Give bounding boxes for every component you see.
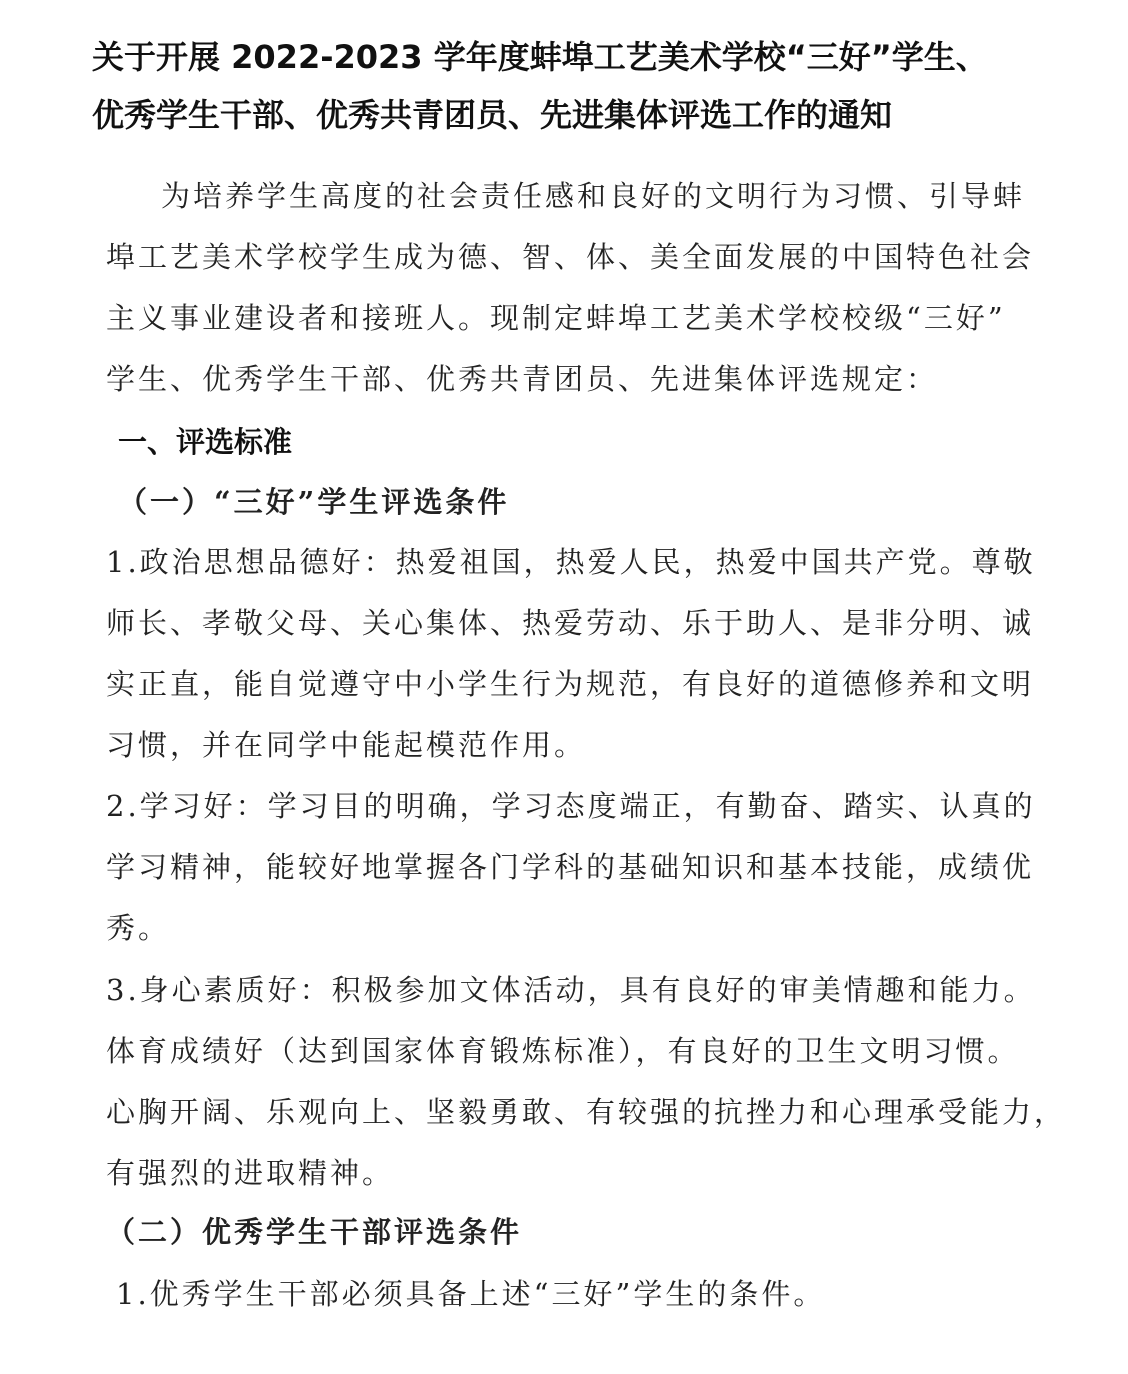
- intro-line-1: 为培养学生高度的社会责任感和良好的文明行为习惯、引导蚌: [161, 179, 1026, 213]
- item3-line-4: 有强烈的进取精神。: [106, 1156, 395, 1190]
- section-heading-evaluation-standards: 一、评选标准: [118, 425, 293, 459]
- cadre-criteria-item-1: [116, 1264, 1006, 1325]
- item2-line-2: 学习精神，能较好地掌握各门学科的基础知识和基本技能，成绩优: [106, 850, 1035, 884]
- item3-line-2: 体育成绩好（达到国家体育锻炼标准），有良好的卫生文明习惯。: [106, 1034, 1020, 1068]
- item2-line-1: 2.学习好：学习目的明确，学习态度端正，有勤奋、踏实、认真的: [106, 789, 1036, 823]
- criteria-item-2: [106, 776, 1036, 959]
- document-title: [92, 28, 1032, 144]
- item1-line-4: 习惯，并在同学中能起模范作用。: [106, 728, 587, 762]
- item1-line-1: 1.政治思想品德好：热爱祖国，热爱人民，热爱中国共产党。尊敬: [106, 545, 1036, 579]
- item2-line-3: 秀。: [106, 911, 171, 945]
- title-line-1: 关于开展 2022-2023 学年度蚌埠工艺美术学校“三好”学生、: [92, 38, 988, 76]
- intro-paragraph: [106, 166, 1035, 410]
- item1-line-3: 实正直，能自觉遵守中小学生行为规范，有良好的道德修养和文明: [106, 667, 1035, 701]
- criteria-item-1: [106, 532, 1036, 776]
- intro-line-3: 主义事业建设者和接班人。现制定蚌埠工艺美术学校校级“三好”: [106, 301, 1006, 335]
- sub2-item1-line: 1.优秀学生干部必须具备上述“三好”学生的条件。: [116, 1277, 826, 1311]
- intro-line-4: 学生、优秀学生干部、优秀共青团员、先进集体评选规定：: [106, 362, 939, 396]
- item3-line-1: 3.身心素质好：积极参加文体活动，具有良好的审美情趣和能力。: [106, 973, 1036, 1007]
- criteria-item-3: [106, 960, 1067, 1204]
- item1-line-2: 师长、孝敬父母、关心集体、热爱劳动、乐于助人、是非分明、诚: [106, 606, 1035, 640]
- item3-line-3: 心胸开阔、乐观向上、坚毅勇敢、有较强的抗挫力和心理承受能力，: [106, 1095, 1067, 1129]
- subsection-heading-outstanding-cadres: （二）优秀学生干部评选条件: [106, 1215, 523, 1249]
- intro-line-2: 埠工艺美术学校学生成为德、智、体、美全面发展的中国特色社会: [106, 240, 1035, 274]
- subsection-heading-three-good-students: （一）“三好”学生评选条件: [118, 485, 510, 519]
- title-line-2: 优秀学生干部、优秀共青团员、先进集体评选工作的通知: [92, 96, 893, 134]
